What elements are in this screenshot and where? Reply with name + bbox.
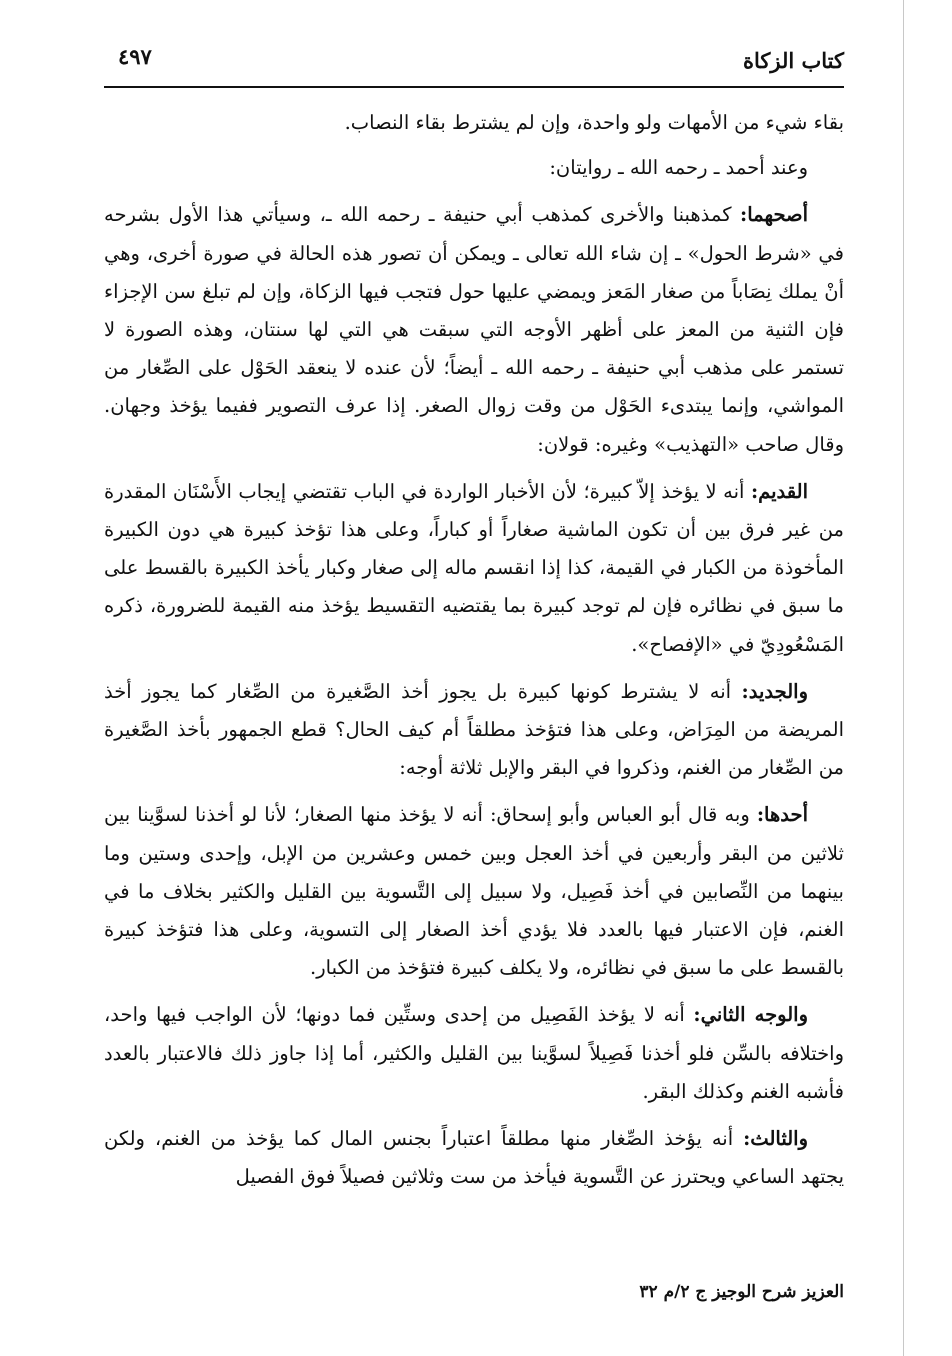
header-rule <box>104 86 844 88</box>
paragraph-text: بقاء شيء من الأمهات ولو واحدة، وإن لم يشترط بقاء النصاب. <box>344 111 844 134</box>
paragraph-lead: والثالث: <box>743 1127 808 1151</box>
footer-signature: العزيز شرح الوجيز ج ٢/م ٣٢ <box>639 1282 844 1302</box>
paragraph <box>104 473 844 664</box>
paragraph-text: وعند أحمد ـ رحمه الله ـ روايتان: <box>549 156 808 180</box>
paragraph <box>104 996 844 1111</box>
paragraph <box>104 196 844 463</box>
paragraph-lead: والجديد: <box>741 679 808 703</box>
paragraph-lead: والوجه الثاني: <box>693 1003 809 1027</box>
paragraph <box>104 149 844 187</box>
paragraph-lead: القديم: <box>750 479 808 503</box>
running-title: كتاب الزكاة <box>742 48 844 73</box>
paragraph-lead: أصحهما: <box>740 203 809 227</box>
paragraph <box>104 104 844 142</box>
paragraph <box>104 1120 844 1196</box>
page-edge-line <box>903 0 904 1356</box>
paragraph-text: وبه قال أبو العباس وأبو إسحاق: أنه لا يؤخذ منها الصغار؛ لأنا لو أخذنا لسوَّينا بين ثلاثين من البقر وأربعين في أخذ العجل وبين خمس وعشرين من الإبل، وإحدى وستين وما بينهما من النِّصابين في أخذ فَصِيل، ولا سبيل إلى التَّسوية بين القليل والكثير بخلاف ما في الغنم، فإن الاعتبار فيها بالعدد فلا يؤدي أخذ الصغار إلى التسوية، وعلى هذا فتؤخذ كبيرة بالقسط على ما سبق في نظائره، ولا يكلف كبيرة فتؤخذ من الكبار. <box>104 803 844 980</box>
page-number: ٤٩٧ <box>118 44 152 69</box>
paragraph-text: أنه يؤخذ الصِّغار منها مطلقاً اعتباراً بجنس المال كما يؤخذ من الغنم، ولكن يجتهد الساعي ويحترز عن التَّسوية فيأخذ من ست وثلاثين فصيلاً فوق الفصيل <box>104 1127 844 1189</box>
paragraph-lead: أحدها: <box>756 803 808 827</box>
paragraph <box>104 796 844 987</box>
paragraph-text: كمذهبنا والأخرى كمذهب أبي حنيفة ـ رحمه الله ـ، وسيأتي هذا الأول بشرحه في «شرط الحول» ـ إن شاء الله تعالى ـ ويمكن أن تصور هذه الحالة في صورة أخرى، وهي أنْ يملك نِصَاباً من صغار المَعز ويمضي عليها حول فتجب فيها الزكاة، وإن لم تبلغ سن الإجزاء فإن الثنية من المعز على أظهر الأوجه التي سبقت هي التي لها سنتان، وهذه الصورة لا تستمر على مذهب أبي حنيفة ـ رحمه الله ـ أيضاً؛ لأن عنده لا ينعقد الحَوْل على الصِّغار من المواشي، وإنما يبتدىء الحَوْل من وقت زوال الصغر. إذا عرف التصوير ففيما يؤخذ وجهان. وقال صاحب «التهذيب» وغيره: قولان: <box>104 203 844 456</box>
paragraph <box>104 673 844 788</box>
body-text <box>104 104 844 1205</box>
page-header <box>104 34 844 84</box>
paragraph-text: أنه لا يؤخذ الفَصِيل من إحدى وستِّين فما دونها؛ لأن الواجب فيها واحد، واختلافه بالسِّن فلو أخذنا فَصِيلاً لسوَّينا بين القليل والكثير، أما إذا جاوز ذلك فالاعتبار بالعدد فأشبه الغنم وكذلك البقر. <box>104 1003 844 1103</box>
paragraph-text: أنه لا يؤخذ إلاّ كبيرة؛ لأن الأخبار الواردة في الباب تقتضي إيجاب الأَسْنَان المقدرة من غير فرق بين أن تكون الماشية صغاراً أو كباراً، وعلى هذا تؤخذ كبيرة هي دون الكبيرة المأخوذة من الكبار في القيمة، كذا إذا انقسم ماله إلى صغار وكبار يأخذ الكبيرة بالقسط على ما سبق في نظائره فإن لم توجد كبيرة بما يقتضيه التقسيط يؤخذ منه القيمة للضرورة، ذكره المَسْعُودِيّ في «الإفصاح». <box>104 479 844 656</box>
paragraph-text: أنه لا يشترط كونها كبيرة بل يجوز أخذ الصَّغيرة من الصِّغار كما يجوز أخذ المريضة من المِرَاض، وعلى هذا فتؤخذ مطلقاً أم كيف الحال؟ قطع الجمهور بأخذ الصَّغيرة من الصِّغار من الغنم، وذكروا في البقر والإبل ثلاثة أوجه: <box>104 679 844 780</box>
